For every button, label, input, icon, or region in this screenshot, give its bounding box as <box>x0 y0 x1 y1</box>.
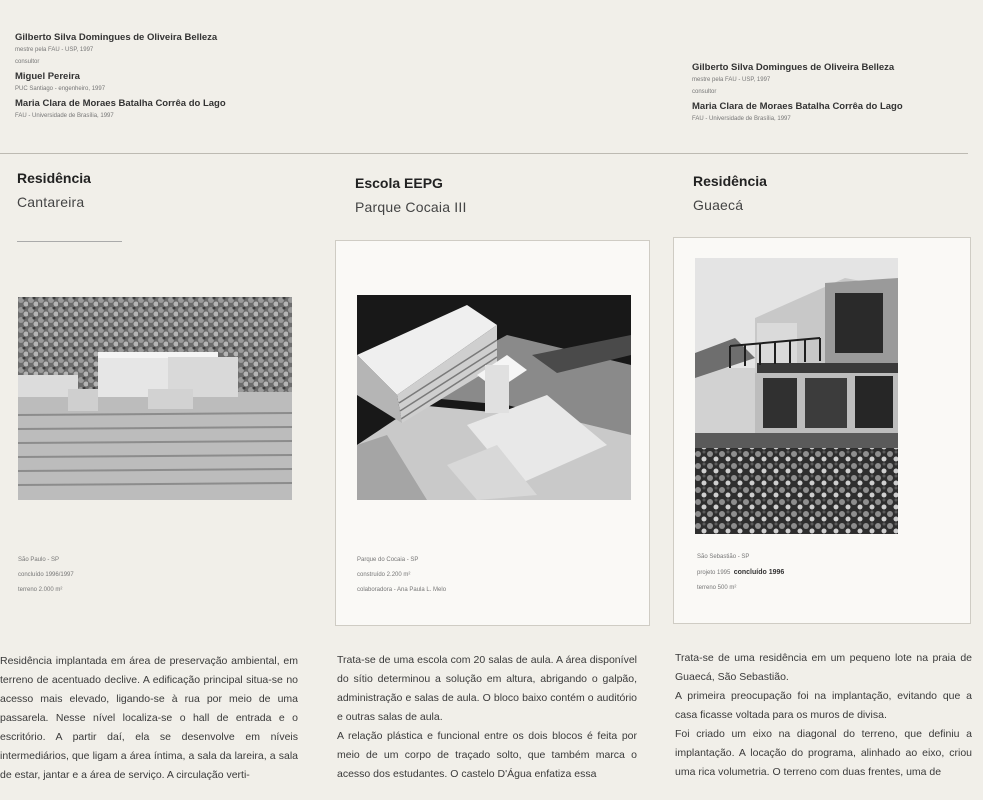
credits-right <box>692 60 903 126</box>
info-area: terreno 2.000 m² <box>18 587 63 593</box>
info-area: terreno 500 m² <box>697 585 737 591</box>
project-description <box>0 652 298 785</box>
project-description <box>675 649 972 782</box>
credit-coauthor-detail: FAU - Universidade de Brasília, 1997 <box>15 113 114 119</box>
info-location: São Sebastião - SP <box>697 554 750 560</box>
project-title: Residência <box>693 173 767 189</box>
info-location: Parque do Cocaia - SP <box>357 557 419 563</box>
info-project-date: projeto 1995 <box>697 570 731 576</box>
credit-architect: Gilberto Silva Domingues de Oliveira Belleza <box>692 62 895 73</box>
credit-architect-detail: mestre pela FAU - USP, 1997 <box>692 77 771 83</box>
project-subtitle: Cantareira <box>17 194 85 210</box>
info-location: São Paulo - SP <box>18 557 60 563</box>
project-subtitle: Guaecá <box>693 197 744 213</box>
project-info <box>357 553 446 598</box>
project-description <box>337 651 637 784</box>
info-completion-date: concluído 1996 <box>733 569 785 576</box>
description-paragraph-2: A relação plástica e funcional entre os dois blocos é feita por meio de um corpo de traçado solto, que também marca o acesso dos estudantes. O castelo D'Água enfatiza essa <box>337 730 637 780</box>
project-title: Residência <box>17 170 91 186</box>
description-paragraph-3: Foi criado um eixo na diagonal do terreno, que definiu a implantação. A locação do programa, alinhado ao eixo, criou uma rica volumetria. O terreno com duas frentes, uma de <box>675 728 972 778</box>
photo-cantareira-model <box>18 297 292 500</box>
credit-coauthor-detail: FAU - Universidade de Brasília, 1997 <box>692 116 791 122</box>
credit-coauthor: Maria Clara de Moraes Batalha Corrêa do Lago <box>15 98 226 109</box>
credit-architect-detail: mestre pela FAU - USP, 1997 <box>15 47 94 53</box>
title-underline <box>17 241 122 242</box>
info-collaborator: colaboradora - Ana Paula L. Melo <box>357 587 447 593</box>
info-dates <box>697 565 784 581</box>
info-area: construído 2.200 m² <box>357 572 411 578</box>
header-divider <box>0 153 968 154</box>
project-cantareira-header <box>17 170 317 210</box>
project-info <box>18 553 74 598</box>
credit-architect: Gilberto Silva Domingues de Oliveira Belleza <box>15 32 218 43</box>
project-guaeca-header <box>693 173 983 213</box>
credit-consultant-label: consultor <box>692 89 717 95</box>
project-title: Escola EEPG <box>355 175 443 191</box>
credit-consultant-label: consultor <box>15 59 40 65</box>
credit-consultant: Miguel Pereira <box>15 71 80 82</box>
project-cocaia-header <box>355 175 655 215</box>
project-subtitle: Parque Cocaia III <box>355 199 467 215</box>
photo-school-model <box>357 295 631 500</box>
description-paragraph-1: Trata-se de uma residência em um pequeno lote na praia de Guaecá, São Sebastião. <box>675 652 972 683</box>
description-paragraph-2: A primeira preocupação foi na implantação, evitando que a casa ficasse voltada para os muros de divisa. <box>675 690 972 721</box>
photo-guaeca-house <box>695 258 898 534</box>
info-date: concluído 1996/1997 <box>18 572 74 578</box>
credits-left <box>15 30 226 123</box>
credit-coauthor: Maria Clara de Moraes Batalha Corrêa do Lago <box>692 101 903 112</box>
credit-consultant-detail: PUC Santiago - engenheiro, 1997 <box>15 86 106 92</box>
project-info <box>697 550 784 596</box>
description-paragraph-1: Trata-se de uma escola com 20 salas de aula. A área disponível do sítio determinou a solução em altura, abrigando o galpão, administração e salas de aula. O bloco baixo contém o auditório e outras salas de aula. <box>337 654 637 723</box>
description-text: Residência implantada em área de preservação ambiental, em terreno de acentuado declive. A edificação principal situa-se no acesso mais elevado, ligando-se à rua por meio de uma passarela. Nesse nível localiza-se o hall de entrada e o escritório. A partir daí, ela se desenvolve em níveis intermediários, que ligam a área íntima, a sala da lareira, a sala de estar, jantar e a área de serviço. A circulação verti- <box>0 655 298 781</box>
